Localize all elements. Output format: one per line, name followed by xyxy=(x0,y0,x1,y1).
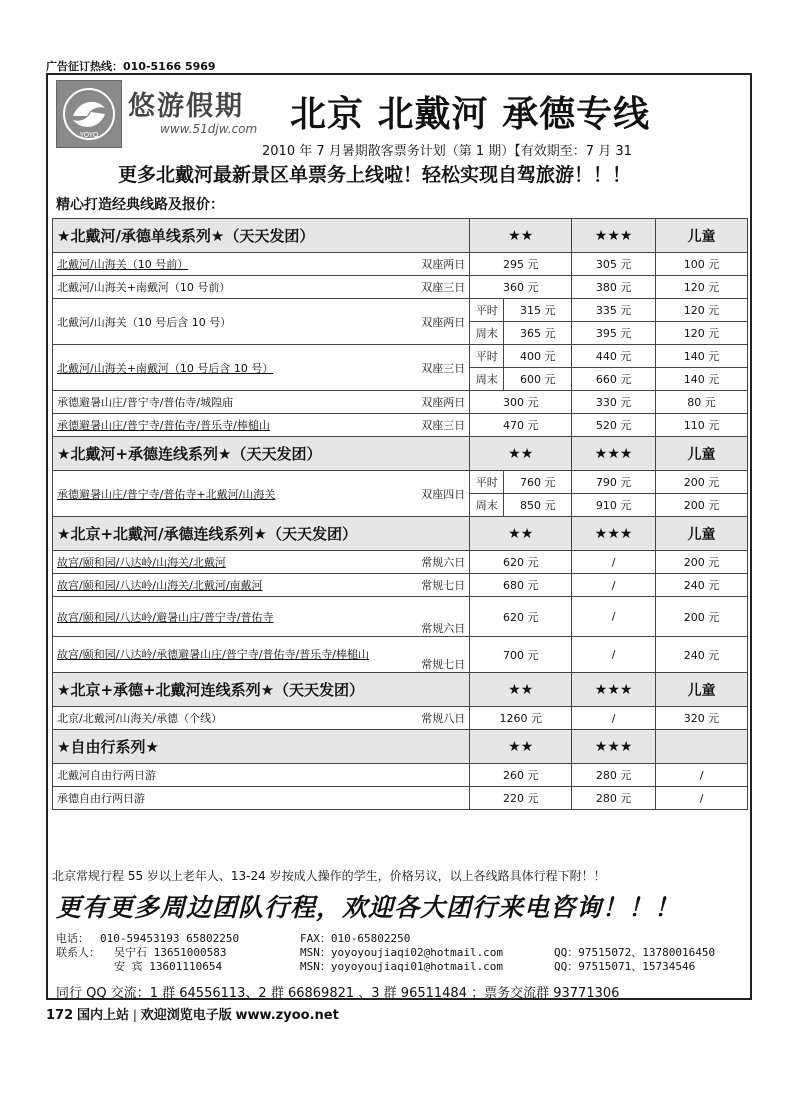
header-star2: ★★ xyxy=(470,219,572,253)
price-table xyxy=(52,218,748,810)
period-label: 平时 xyxy=(470,299,504,322)
table-row xyxy=(53,391,748,414)
header-star3: ★★★ xyxy=(572,517,656,551)
price-child: 120 元 xyxy=(656,322,748,345)
price-3star: / xyxy=(572,574,656,597)
route-name: 北戴河/山海关+南戴河（10 号后含 10 号） xyxy=(53,345,374,391)
price-2star: 620 元 xyxy=(470,551,572,574)
brand-name: 悠游假期 xyxy=(128,91,244,122)
section-header-row xyxy=(53,673,748,707)
dolphin-logo-icon xyxy=(61,86,117,142)
ad-hotline: 广告征订热线：010-5166 5969 xyxy=(46,60,216,73)
table-row xyxy=(53,414,748,437)
section-title: ★北京+北戴河/承德连线系列★（天天发团） xyxy=(53,517,470,551)
header-child: 儿童 xyxy=(656,219,748,253)
header-star2: ★★ xyxy=(470,730,572,764)
period-label: 周末 xyxy=(470,494,504,517)
package-type: 常规六日 xyxy=(374,551,470,574)
table-row xyxy=(53,471,748,494)
price-child: 140 元 xyxy=(656,345,748,368)
price-2star: 700 元 xyxy=(470,637,572,673)
price-3star: / xyxy=(572,551,656,574)
price-3star: 280 元 xyxy=(572,764,656,787)
period-label: 平时 xyxy=(470,471,504,494)
price-2star: 220 元 xyxy=(470,787,572,810)
price-3star: / xyxy=(572,597,656,637)
route-name: 承德避暑山庄/普宁寺/普佑寺+北戴河/山海关 xyxy=(53,471,374,517)
price-3star: 660 元 xyxy=(572,368,656,391)
price-2star: 620 元 xyxy=(470,597,572,637)
table-row xyxy=(53,637,748,673)
price-3star: 520 元 xyxy=(572,414,656,437)
svg-text:YOYO: YOYO xyxy=(79,131,99,139)
contact-label: 联系人： xyxy=(56,946,100,959)
page-number: 172 xyxy=(46,1008,74,1023)
page-title: 北京 北戴河 承德专线 xyxy=(290,94,651,135)
route-name: 承德避暑山庄/普宁寺/普佑寺/普乐寺/棒槌山 xyxy=(53,414,374,437)
price-child: / xyxy=(656,764,748,787)
contact-person: 吴宁石 13651000583 xyxy=(114,946,227,959)
route-name: 北戴河/山海关+南戴河（10 号前） xyxy=(53,276,374,299)
price-child: 320 元 xyxy=(656,707,748,730)
price-3star: 790 元 xyxy=(572,471,656,494)
msn-address[interactable]: MSN：yoyoyoujiaqi01@hotmail.com xyxy=(300,960,504,973)
package-type: 双座两日 xyxy=(374,299,470,345)
price-2star: 365 元 xyxy=(504,322,572,345)
price-2star: 400 元 xyxy=(504,345,572,368)
price-child: 200 元 xyxy=(656,494,748,517)
header-child: 儿童 xyxy=(656,437,748,471)
package-type: 常规七日 xyxy=(374,574,470,597)
price-child: / xyxy=(656,787,748,810)
package-type: 双座两日 xyxy=(374,253,470,276)
plan-period: 2010 年 7 月暑期散客票务计划（第 1 期）【有效期至：7 月 31 xyxy=(262,144,632,159)
qq-contact: QQ：97515071、15734546 xyxy=(554,960,696,973)
qq-contact: QQ：97515072、13780016450 xyxy=(554,946,716,959)
price-3star: 395 元 xyxy=(572,322,656,345)
table-row xyxy=(53,707,748,730)
section-header-row xyxy=(53,219,748,253)
route-name: 北戴河自由行两日游 xyxy=(53,764,470,787)
table-row xyxy=(53,276,748,299)
fax-number: FAX：010-65802250 xyxy=(300,932,411,945)
price-2star: 760 元 xyxy=(504,471,572,494)
table-row xyxy=(53,299,748,322)
section-header-row xyxy=(53,437,748,471)
price-child: 80 元 xyxy=(656,391,748,414)
package-type: 常规八日 xyxy=(374,707,470,730)
footer-separator: | xyxy=(132,1008,137,1022)
section-title: ★北戴河+承德连线系列★（天天发团） xyxy=(53,437,470,471)
page-footer xyxy=(46,1004,339,1023)
package-type: 双座三日 xyxy=(374,414,470,437)
price-3star: 305 元 xyxy=(572,253,656,276)
price-child: 140 元 xyxy=(656,368,748,391)
header-star3: ★★★ xyxy=(572,673,656,707)
section-header-row xyxy=(53,730,748,764)
price-3star: 280 元 xyxy=(572,787,656,810)
price-3star: 380 元 xyxy=(572,276,656,299)
header-child: 儿童 xyxy=(656,673,748,707)
table-row xyxy=(53,764,748,787)
section-title: ★北戴河/承德单线系列★（天天发团） xyxy=(53,219,470,253)
price-child: 200 元 xyxy=(656,471,748,494)
table-row xyxy=(53,787,748,810)
package-type: 常规七日 xyxy=(374,637,470,673)
qq-groups: 同行 QQ 交流：1 群 64556113、2 群 66869821 、3 群 96511484 ；票务交流群 93771306 xyxy=(56,986,620,1001)
price-2star: 470 元 xyxy=(470,414,572,437)
price-3star: 330 元 xyxy=(572,391,656,414)
route-name: 北京/北戴河/山海关/承德（个线） xyxy=(53,707,374,730)
header-child-empty xyxy=(656,730,748,764)
price-2star: 680 元 xyxy=(470,574,572,597)
route-name: 承德避暑山庄/普宁寺/普佑寺/城隍庙 xyxy=(53,391,374,414)
price-3star: / xyxy=(572,637,656,673)
promo-banner: 更多北戴河最新景区单票务上线啦！轻松实现自驾旅游！！！ xyxy=(118,164,632,186)
price-2star: 300 元 xyxy=(470,391,572,414)
header-child: 儿童 xyxy=(656,517,748,551)
package-type: 双座四日 xyxy=(374,471,470,517)
table-row xyxy=(53,345,748,368)
price-child: 240 元 xyxy=(656,637,748,673)
header-star2: ★★ xyxy=(470,437,572,471)
route-name: 北戴河/山海关（10 号前） xyxy=(53,253,374,276)
route-name: 故宫/颐和园/八达岭/山海关/北戴河/南戴河 xyxy=(53,574,374,597)
phone-number[interactable]: 010-59453193 65802250 xyxy=(100,932,240,945)
route-name: 北戴河/山海关（10 号后含 10 号） xyxy=(53,299,374,345)
price-3star: 440 元 xyxy=(572,345,656,368)
price-2star: 360 元 xyxy=(470,276,572,299)
route-name: 故宫/颐和园/八达岭/避暑山庄/普宁寺/普佑寺 xyxy=(53,597,374,637)
price-3star: 910 元 xyxy=(572,494,656,517)
footer-tagline: 欢迎浏览电子版 xyxy=(140,1008,232,1023)
price-child: 200 元 xyxy=(656,597,748,637)
package-type: 双座三日 xyxy=(374,276,470,299)
route-name: 故宫/颐和园/八达岭/承德避暑山庄/普宁寺/普佑寺/普乐寺/棒槌山 xyxy=(53,637,374,673)
brand-site[interactable]: www.51djw.com xyxy=(160,122,258,136)
price-2star: 260 元 xyxy=(470,764,572,787)
price-2star: 315 元 xyxy=(504,299,572,322)
header-star3: ★★★ xyxy=(572,437,656,471)
price-child: 120 元 xyxy=(656,276,748,299)
table-row xyxy=(53,597,748,637)
header-star3: ★★★ xyxy=(572,730,656,764)
header-star2: ★★ xyxy=(470,517,572,551)
price-child: 100 元 xyxy=(656,253,748,276)
period-label: 周末 xyxy=(470,322,504,345)
slogan: 更有更多周边团队行程，欢迎各大团行来电咨询！！！ xyxy=(56,893,681,922)
period-label: 平时 xyxy=(470,345,504,368)
price-3star: 335 元 xyxy=(572,299,656,322)
route-name: 故宫/颐和园/八达岭/山海关/北戴河 xyxy=(53,551,374,574)
price-2star: 295 元 xyxy=(470,253,572,276)
section-header-row xyxy=(53,517,748,551)
price-child: 120 元 xyxy=(656,299,748,322)
pricing-note: 北京常规行程 55 岁以上老年人、13-24 岁按成人操作的学生，价格另议，以上各线路具体行程下附！！ xyxy=(52,869,606,883)
footer-site[interactable]: www.zyoo.net xyxy=(235,1008,339,1023)
header-star3: ★★★ xyxy=(572,219,656,253)
table-row xyxy=(53,253,748,276)
price-child: 200 元 xyxy=(656,551,748,574)
section-title: ★自由行系列★ xyxy=(53,730,470,764)
footer-section: 国内上站 xyxy=(76,1008,129,1023)
package-type: 双座两日 xyxy=(374,391,470,414)
table-row xyxy=(53,574,748,597)
price-2star: 600 元 xyxy=(504,368,572,391)
route-name: 承德自由行两日游 xyxy=(53,787,470,810)
table-row xyxy=(53,551,748,574)
price-3star: / xyxy=(572,707,656,730)
price-child: 240 元 xyxy=(656,574,748,597)
header-star2: ★★ xyxy=(470,673,572,707)
brand-logo xyxy=(56,80,122,148)
package-type: 常规六日 xyxy=(374,597,470,637)
msn-address[interactable]: MSN：yoyoyoujiaqi02@hotmail.com xyxy=(300,946,504,959)
section-title: ★北京+承德+北戴河连线系列★（天天发团） xyxy=(53,673,470,707)
routes-intro: 精心打造经典线路及报价： xyxy=(56,197,224,213)
contact-person: 安 宾 13601110654 xyxy=(114,960,223,973)
period-label: 周末 xyxy=(470,368,504,391)
package-type: 双座三日 xyxy=(374,345,470,391)
phone-label: 电话： xyxy=(56,932,89,945)
price-child: 110 元 xyxy=(656,414,748,437)
price-2star: 1260 元 xyxy=(470,707,572,730)
price-2star: 850 元 xyxy=(504,494,572,517)
